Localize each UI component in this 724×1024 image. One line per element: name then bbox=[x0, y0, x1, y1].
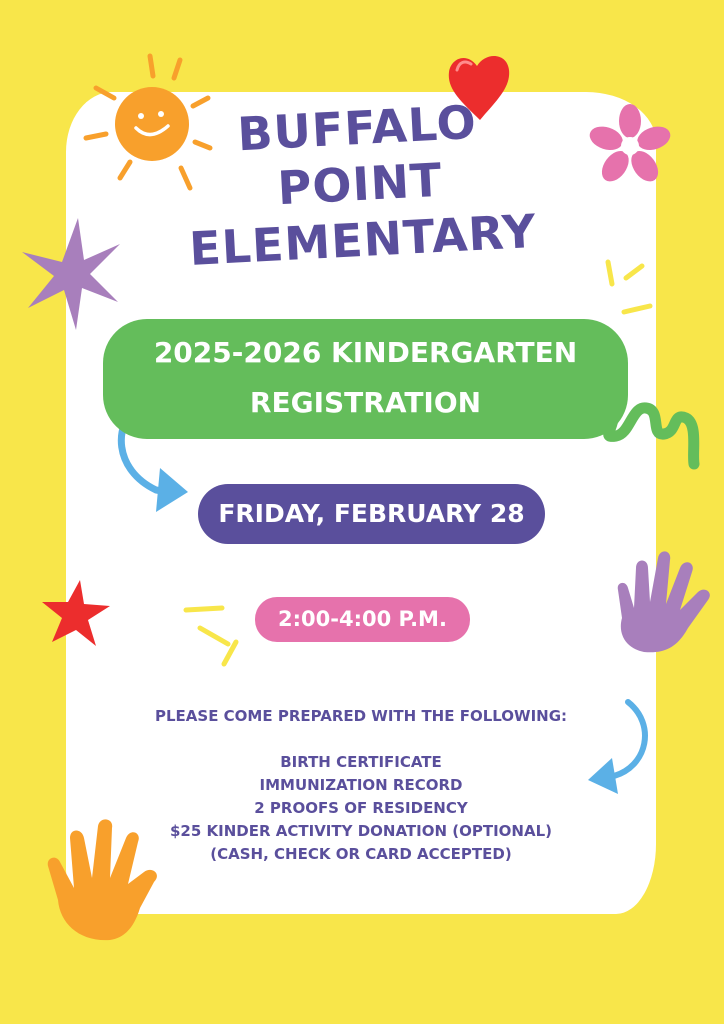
list-item: (CASH, CHECK OR CARD ACCEPTED) bbox=[210, 845, 512, 863]
title-line: BUFFALO bbox=[236, 94, 478, 162]
title-line: POINT bbox=[276, 152, 444, 216]
burst-icon bbox=[20, 214, 125, 334]
list-item: $25 KINDER ACTIVITY DONATION (OPTIONAL) bbox=[170, 822, 552, 840]
date-badge: FRIDAY, FEBRUARY 28 bbox=[198, 484, 545, 544]
requirements-list bbox=[96, 751, 626, 866]
requirements-heading: PLEASE COME PREPARED WITH THE FOLLOWING: bbox=[154, 707, 568, 725]
list-item: IMMUNIZATION RECORD bbox=[259, 776, 463, 794]
school-title bbox=[146, 89, 574, 279]
event-line: REGISTRATION bbox=[249, 386, 482, 419]
star-icon bbox=[40, 578, 112, 648]
event-line: 2025-2026 KINDERGARTEN bbox=[153, 336, 578, 369]
title-line: ELEMENTARY bbox=[188, 203, 538, 276]
list-item: BIRTH CERTIFICATE bbox=[280, 753, 442, 771]
flower-icon bbox=[588, 103, 672, 189]
sparkle-lines-icon bbox=[180, 600, 250, 670]
time-badge: 2:00-4:00 P.M. bbox=[255, 597, 470, 642]
list-item: 2 PROOFS OF RESIDENCY bbox=[254, 799, 468, 817]
hand-icon bbox=[614, 548, 718, 656]
sparkle-lines-icon bbox=[598, 256, 662, 320]
event-banner bbox=[103, 319, 628, 439]
